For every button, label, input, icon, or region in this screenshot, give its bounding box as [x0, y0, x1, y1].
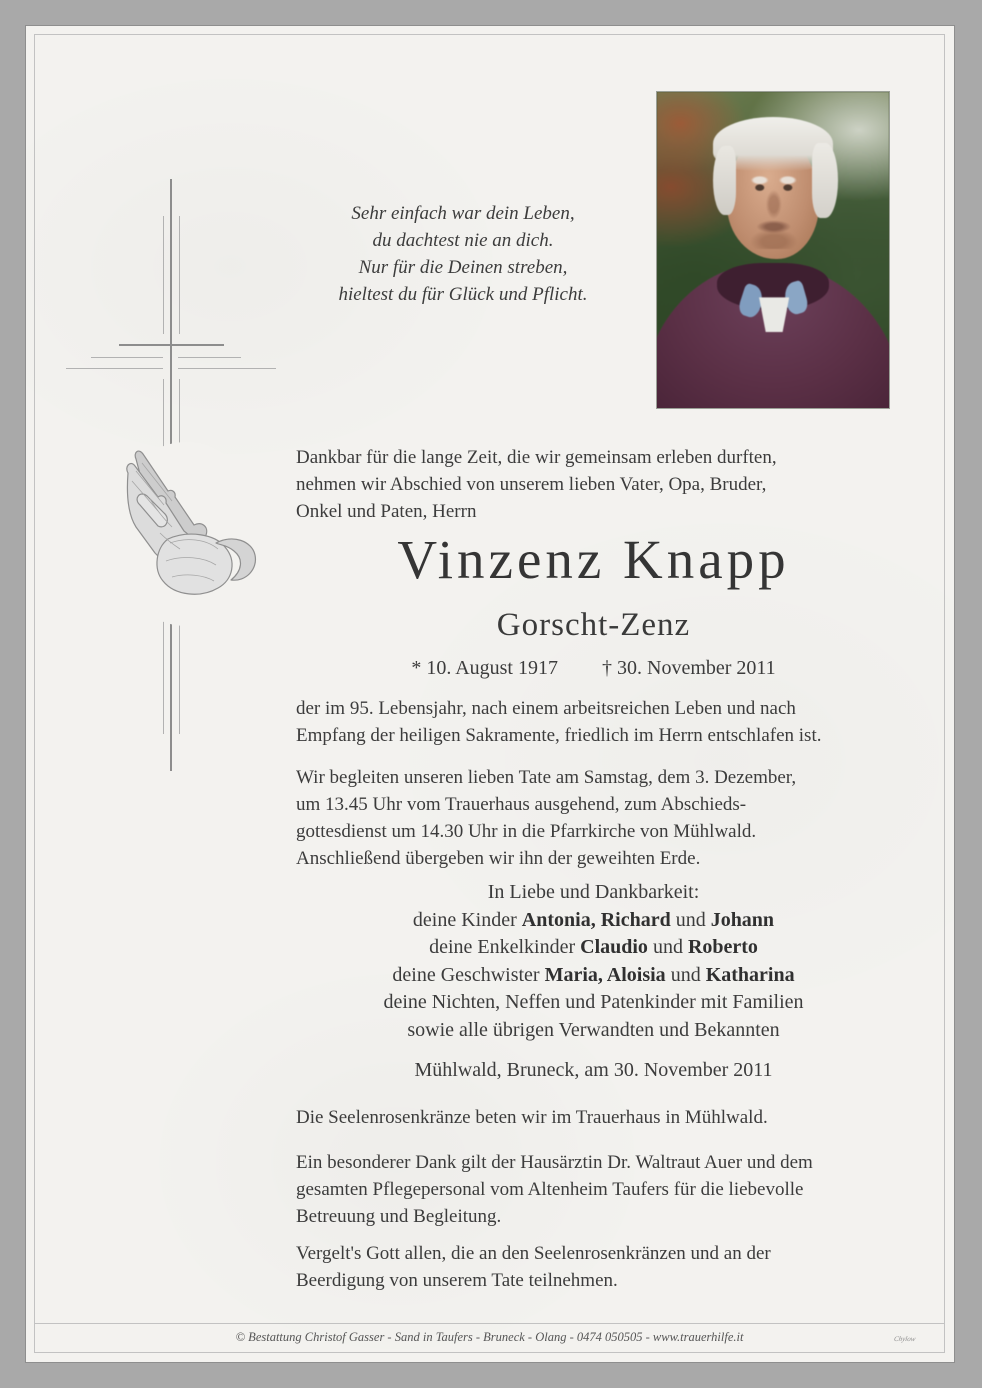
cross-line-horizontal-main — [119, 344, 224, 346]
text-segment: Antonia, Richard — [521, 908, 671, 931]
text-line: Ein besonderer Dank gilt der Hausärztin Dr. Waltraut Auer und dem — [296, 1152, 813, 1173]
footer — [34, 1323, 945, 1354]
text-segment: deine Enkelkinder — [429, 936, 581, 958]
text-line: Onkel und Paten, Herrn — [296, 501, 477, 522]
text-segment: Roberto — [687, 936, 758, 958]
photo-hair — [812, 143, 838, 219]
mourners-heading: In Liebe und Dankbarkeit: — [487, 881, 700, 903]
portrait-photo — [656, 91, 890, 409]
place-date-line: Mühlwald, Bruneck, am 30. November 2011 — [414, 1059, 773, 1081]
text-line: Vergelt's Gott allen, die an den Seelenrosenkränzen und an der — [296, 1243, 771, 1264]
designer-mark: Chylow — [893, 1335, 916, 1343]
text-line: Die Seelenrosenkränze beten wir im Trauerhaus in Mühlwald. — [296, 1107, 768, 1128]
cross-line — [163, 216, 164, 334]
text-segment: Katharina — [705, 963, 795, 986]
text-segment: deine Geschwister — [392, 963, 545, 986]
death-date: † 30. November 2011 — [602, 657, 776, 679]
rosary-paragraph — [296, 1104, 891, 1131]
text-line: du dachtest nie an dich. — [372, 230, 554, 251]
funeral-paragraph — [296, 764, 891, 872]
text-line — [296, 962, 891, 990]
text-line: Nur für die Deinen streben, — [358, 257, 568, 278]
text-line: Sehr einfach war dein Leben, — [351, 203, 575, 224]
praying-hands-icon — [106, 439, 266, 634]
photo-hair — [713, 146, 736, 216]
text-line — [296, 989, 891, 1017]
text-segment: Claudio — [580, 936, 648, 958]
text-line: Empfang der heiligen Sakramente, friedlich im Herrn entschlafen ist. — [296, 725, 822, 746]
text-line: gesamten Pflegepersonal vom Altenheim Taufers für die liebevolle — [296, 1179, 804, 1200]
mourners-list — [296, 879, 891, 1044]
cross-line — [178, 357, 241, 358]
text-segment: deine Kinder — [412, 908, 522, 931]
text-segment: und — [647, 936, 688, 958]
life-dates — [296, 657, 891, 680]
text-line: nehmen wir Abschied von unserem lieben Vater, Opa, Bruder, — [296, 474, 767, 495]
deceased-house-name: Gorscht-Zenz — [496, 607, 691, 643]
intro-paragraph — [296, 444, 891, 525]
text-segment: Johann — [710, 908, 775, 931]
text-segment: sowie alle übrigen Verwandten und Bekannten — [407, 1018, 780, 1041]
photo-scene — [657, 92, 889, 408]
mourners-lines — [296, 907, 891, 1045]
cross-line — [91, 357, 163, 358]
text-line: Beerdigung von unserem Tate teilnehmen. — [296, 1270, 618, 1291]
text-line: der im 95. Lebensjahr, nach einem arbeitsreichen Leben und nach — [296, 698, 796, 719]
birth-date: * 10. August 1917 — [411, 657, 558, 679]
deceased-name: Vinzenz Knapp — [397, 529, 790, 590]
text-segment: deine Nichten, Neffen und Patenkinder mit Familien — [383, 991, 804, 1013]
funeral-home-credit: © Bestattung Christof Gasser - Sand in Taufers - Bruneck - Olang - 0474 050505 - www.trauerhilfe.it — [235, 1330, 744, 1344]
cross-line — [179, 216, 180, 334]
text-line — [296, 1017, 891, 1045]
text-segment: Maria, Aloisia — [544, 963, 666, 986]
memorial-poem — [238, 200, 688, 308]
memorial-card — [25, 25, 955, 1363]
text-line: Dankbar für die lange Zeit, die wir gemeinsam erleben durften, — [296, 447, 777, 468]
cross-line — [66, 368, 163, 369]
text-segment: und — [670, 908, 711, 931]
thanks-paragraph — [296, 1149, 891, 1230]
text-line: gottesdienst um 14.30 Uhr in die Pfarrkirche von Mühlwald. — [296, 821, 757, 842]
gratitude-paragraph — [296, 1240, 891, 1294]
text-line: Betreuung und Begleitung. — [296, 1206, 502, 1227]
text-line — [296, 907, 891, 935]
text-segment: und — [665, 963, 706, 986]
text-line: hieltest du für Glück und Pflicht. — [338, 284, 588, 305]
text-line: Wir begleiten unseren lieben Tate am Samstag, dem 3. Dezember, — [296, 767, 797, 788]
text-line — [296, 934, 891, 962]
text-line: Anschließend übergeben wir ihn der geweihten Erde. — [296, 848, 701, 869]
text-line: um 13.45 Uhr vom Trauerhaus ausgehend, zum Abschieds- — [296, 794, 747, 815]
passing-paragraph — [296, 695, 891, 749]
cross-line — [178, 368, 276, 369]
